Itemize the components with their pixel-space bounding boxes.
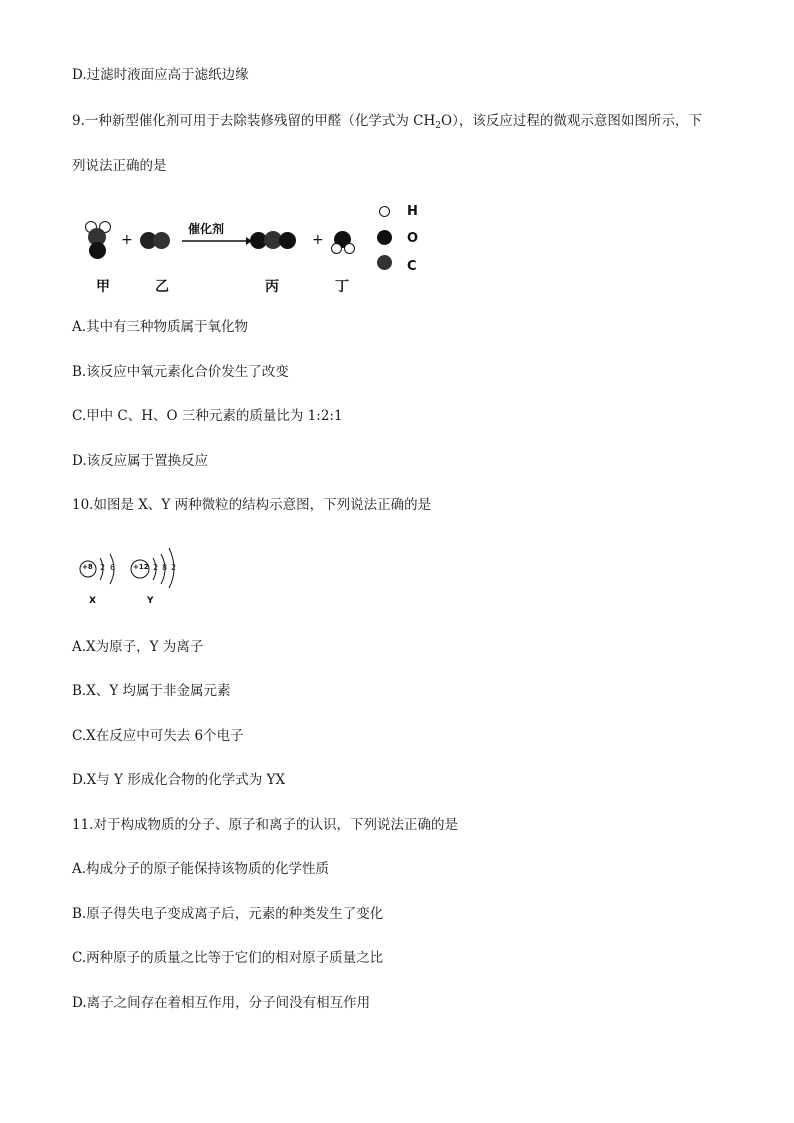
legend-o: O — [407, 231, 419, 246]
x-shell-1: 2 — [100, 563, 106, 572]
q11-stem: 11.对于构成物质的分子、原子和离子的认识，下列说法正确的是 — [72, 817, 458, 833]
y-shell-1: 2 — [153, 563, 159, 572]
reaction-diagram — [72, 198, 432, 298]
legend-h: H — [407, 204, 418, 219]
q10-option-d: D.X与 Y 形成化合物的化学式为 YX — [72, 772, 286, 788]
legend-c: C — [407, 259, 417, 274]
x-label: X — [89, 596, 96, 606]
label-jia: 甲 — [96, 279, 110, 295]
oxygen-atom — [89, 242, 106, 259]
label-bing: 丙 — [265, 279, 279, 295]
q9-option-d: D.该反应属于置换反应 — [72, 453, 209, 469]
q11-option-a: A.构成分子的原子能保持该物质的化学性质 — [72, 861, 330, 877]
oxygen-atom — [279, 232, 296, 249]
q11-option-c: C.两种原子的质量之比等于它们的相对原子质量之比 — [72, 950, 384, 966]
q10-option-a: A.X为原子，Y 为离子 — [72, 639, 204, 655]
atomic-structure-diagram — [72, 540, 182, 612]
q10-option-c: C.X在反应中可失去 6个电子 — [72, 728, 244, 744]
label-ding: 丁 — [335, 279, 349, 295]
plus-sign: + — [121, 232, 133, 248]
q9-option-b: B.该反应中氧元素化合价发生了改变 — [72, 364, 289, 380]
y-nucleus-charge: +12 — [133, 563, 149, 571]
q9-stem-subscript: 2 — [435, 121, 442, 131]
q10-stem: 10.如图是 X、Y 两种微粒的结构示意图，下列说法正确的是 — [72, 497, 432, 513]
q9-stem-line2: 列说法正确的是 — [72, 158, 167, 174]
plus-sign: + — [312, 232, 324, 248]
q11-option-d: D.离子之间存在着相互作用，分子间没有相互作用 — [72, 995, 371, 1011]
legend-oxygen-atom — [377, 230, 392, 245]
q9-stem-part2: O），该反应过程的微观示意图如图所示，下 — [441, 113, 702, 129]
q9-option-a: A.其中有三种物质属于氧化物 — [72, 319, 249, 335]
legend-carbon-atom — [377, 255, 392, 270]
y-shell-2: 8 — [162, 563, 168, 572]
x-shell-2: 6 — [110, 563, 116, 572]
hydrogen-atom — [344, 243, 355, 254]
q8-option-d: D.过滤时液面应高于滤纸边缘 — [72, 67, 249, 83]
q10-option-b: B.X、Y 均属于非金属元素 — [72, 683, 231, 699]
q9-option-c: C.甲中 C、H、O 三种元素的质量比为 1:2:1 — [72, 408, 343, 424]
catalyst-label: 催化剂 — [188, 222, 225, 236]
reaction-arrow-icon — [182, 236, 252, 246]
q9-stem-part1: 9.一种新型催化剂可用于去除装修残留的甲醛（化学式为 CH — [72, 113, 436, 129]
legend-hydrogen-atom — [379, 206, 390, 217]
y-shell-3: 2 — [171, 563, 177, 572]
y-label: Y — [147, 596, 154, 606]
label-yi: 乙 — [155, 279, 169, 295]
hydrogen-atom — [331, 243, 342, 254]
q9-stem-line1 — [72, 112, 702, 135]
q11-option-b: B.原子得失电子变成离子后，元素的种类发生了变化 — [72, 906, 384, 922]
x-nucleus-charge: +8 — [82, 563, 93, 571]
oxygen-atom — [153, 232, 170, 249]
